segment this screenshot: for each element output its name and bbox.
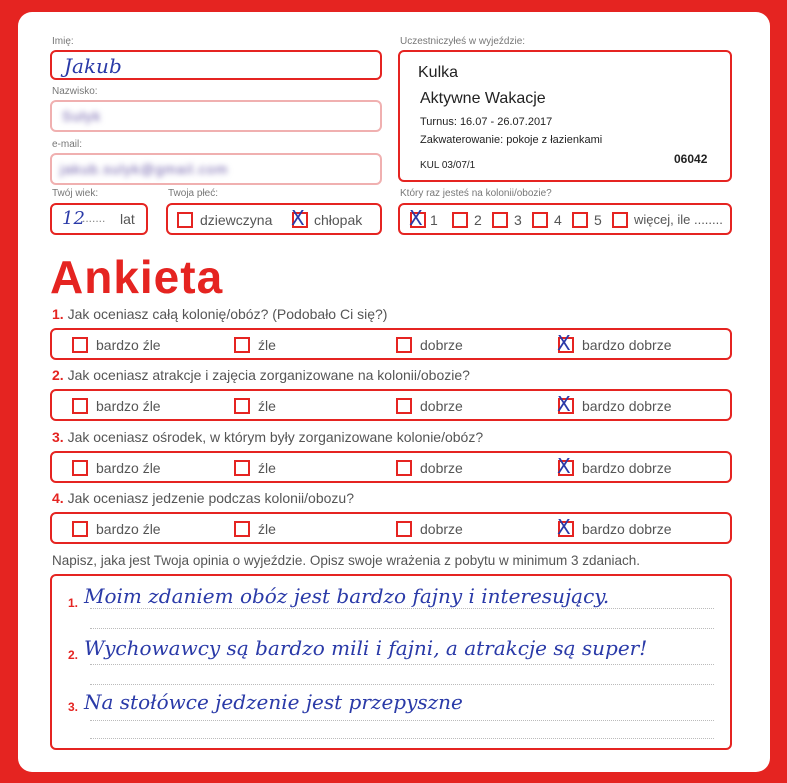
question-1-option-1-checkbox[interactable] (72, 337, 88, 353)
times-more-label: więcej, ile ........ (634, 212, 723, 227)
question-2-option-4-checkbox[interactable] (557, 392, 574, 416)
question-3-text (52, 429, 483, 445)
trip-name: Aktywne Wakacje (420, 90, 546, 107)
email-field[interactable] (50, 153, 382, 185)
question-2-option-1-checkbox[interactable] (72, 398, 88, 414)
times-1-label: 1 (430, 212, 438, 228)
trip-brand: Kulka (418, 64, 459, 81)
question-4-option-1-label: bardzo źle (96, 521, 161, 537)
question-3-option-2-checkbox[interactable] (234, 460, 250, 476)
opinion-box[interactable] (50, 574, 732, 750)
gender-label: Twoja płeć: (168, 188, 219, 199)
question-1-option-2-label: źle (258, 337, 276, 353)
question-4-text (52, 490, 354, 506)
email-value: jakub.sulyk@gmail.com (60, 161, 229, 177)
opinion-line-1-number: 1. (68, 596, 79, 610)
question-number: 1. (52, 306, 64, 322)
email-label: e-mail: (52, 139, 83, 150)
trip-card (398, 50, 732, 182)
question-label: Jak oceniasz ośrodek, w którym były zorganizowane kolonie/obóz? (67, 429, 484, 445)
question-3-option-4-label: bardzo dobrze (582, 460, 672, 476)
name-label: Imię: (52, 36, 74, 47)
question-number: 4. (52, 490, 64, 506)
question-4-option-4-label: bardzo dobrze (582, 521, 672, 537)
question-number: 2. (52, 367, 64, 383)
question-3-option-3-checkbox[interactable] (396, 460, 412, 476)
question-1-option-3-label: dobrze (420, 337, 463, 353)
name-field[interactable] (50, 50, 382, 80)
surname-label: Nazwisko: (52, 86, 98, 97)
question-label: Jak oceniasz całą kolonię/obóz? (Podobało Ci się?) (67, 306, 388, 322)
question-label: Jak oceniasz jedzenie podczas kolonii/obozu? (67, 490, 354, 506)
question-2-text (52, 367, 470, 383)
gender-field (166, 203, 382, 235)
opinion-line-2-number: 2. (68, 648, 79, 662)
question-2-option-3-checkbox[interactable] (396, 398, 412, 414)
question-label: Jak oceniasz atrakcje i zajęcia zorganizowane na kolonii/obozie? (67, 367, 470, 383)
question-4-option-2-checkbox[interactable] (234, 521, 250, 537)
times-5-label: 5 (594, 212, 602, 228)
trip-number: 06042 (674, 152, 708, 166)
question-2-option-4-label: bardzo dobrze (582, 398, 672, 414)
times-2-label: 2 (474, 212, 482, 228)
question-4-option-1-checkbox[interactable] (72, 521, 88, 537)
times-field (398, 203, 732, 235)
name-value: Jakub (64, 54, 122, 78)
trip-code: KUL 03/07/1 (420, 160, 476, 171)
check-mark-icon: X (291, 206, 305, 230)
age-dots: ....... (82, 211, 106, 225)
gender-boy-label: chłopak (314, 212, 363, 228)
trip-turnus: Turnus: 16.07 - 26.07.2017 (420, 116, 553, 128)
times-4-label: 4 (554, 212, 562, 228)
times-1-checkbox[interactable] (409, 206, 426, 230)
gender-boy-checkbox[interactable] (291, 206, 308, 230)
question-1-option-4-checkbox[interactable] (557, 331, 574, 355)
trip-label: Uczestniczyłeś w wyjeździe: (400, 36, 526, 47)
trip-accommodation: Zakwaterowanie: pokoje z łazienkami (420, 134, 603, 146)
question-4-option-3-label: dobrze (420, 521, 463, 537)
surname-field[interactable] (50, 100, 382, 132)
question-number: 3. (52, 429, 64, 445)
times-2-checkbox[interactable] (452, 212, 468, 228)
times-4-checkbox[interactable] (532, 212, 548, 228)
question-2-option-3-label: dobrze (420, 398, 463, 414)
check-mark-icon: X (557, 454, 571, 478)
survey-title: Ankieta (50, 251, 224, 303)
check-mark-icon: X (409, 206, 423, 230)
age-unit: lat (120, 211, 135, 227)
question-2-option-1-label: bardzo źle (96, 398, 161, 414)
age-field[interactable] (50, 203, 148, 235)
question-3-option-1-checkbox[interactable] (72, 460, 88, 476)
gender-girl-checkbox[interactable] (177, 212, 193, 228)
check-mark-icon: X (557, 392, 571, 416)
check-mark-icon: X (557, 331, 571, 355)
question-4-option-3-checkbox[interactable] (396, 521, 412, 537)
age-value: 12 (62, 208, 85, 229)
times-5-checkbox[interactable] (572, 212, 588, 228)
times-label: Który raz jesteś na kolonii/obozie? (400, 188, 552, 199)
opinion-line-1-text: Moim zdaniem obóz jest bardzo fajny i interesujący. (84, 584, 610, 608)
question-2-option-2-label: źle (258, 398, 276, 414)
opinion-line-2-text: Wychowawcy są bardzo mili i fajni, a atrakcje są super! (84, 636, 648, 660)
times-3-label: 3 (514, 212, 522, 228)
question-3-option-2-label: źle (258, 460, 276, 476)
question-3-option-4-checkbox[interactable] (557, 454, 574, 478)
opinion-line-3-text: Na stołówce jedzenie jest przepyszne (84, 690, 463, 714)
surname-value: Sułyk (62, 108, 102, 124)
age-label: Twój wiek: (52, 188, 99, 199)
question-1-option-4-label: bardzo dobrze (582, 337, 672, 353)
question-1-option-2-checkbox[interactable] (234, 337, 250, 353)
question-4-option-4-checkbox[interactable] (557, 515, 574, 539)
question-3-options (50, 451, 732, 483)
opinion-prompt: Napisz, jaka jest Twoja opinia o wyjeździe. Opisz swoje wrażenia z pobytu w minimum 3 zdaniach. (52, 553, 641, 568)
gender-girl-label: dziewczyna (200, 212, 273, 228)
times-3-checkbox[interactable] (492, 212, 508, 228)
question-1-option-3-checkbox[interactable] (396, 337, 412, 353)
question-4-options (50, 512, 732, 544)
question-3-option-3-label: dobrze (420, 460, 463, 476)
question-4-option-2-label: źle (258, 521, 276, 537)
question-3-option-1-label: bardzo źle (96, 460, 161, 476)
opinion-line-3-number: 3. (68, 700, 79, 714)
question-2-option-2-checkbox[interactable] (234, 398, 250, 414)
question-1-option-1-label: bardzo źle (96, 337, 161, 353)
question-1-options (50, 328, 732, 360)
question-2-options (50, 389, 732, 421)
times-more-checkbox[interactable] (612, 212, 628, 228)
check-mark-icon: X (557, 515, 571, 539)
question-1-text (52, 306, 387, 322)
